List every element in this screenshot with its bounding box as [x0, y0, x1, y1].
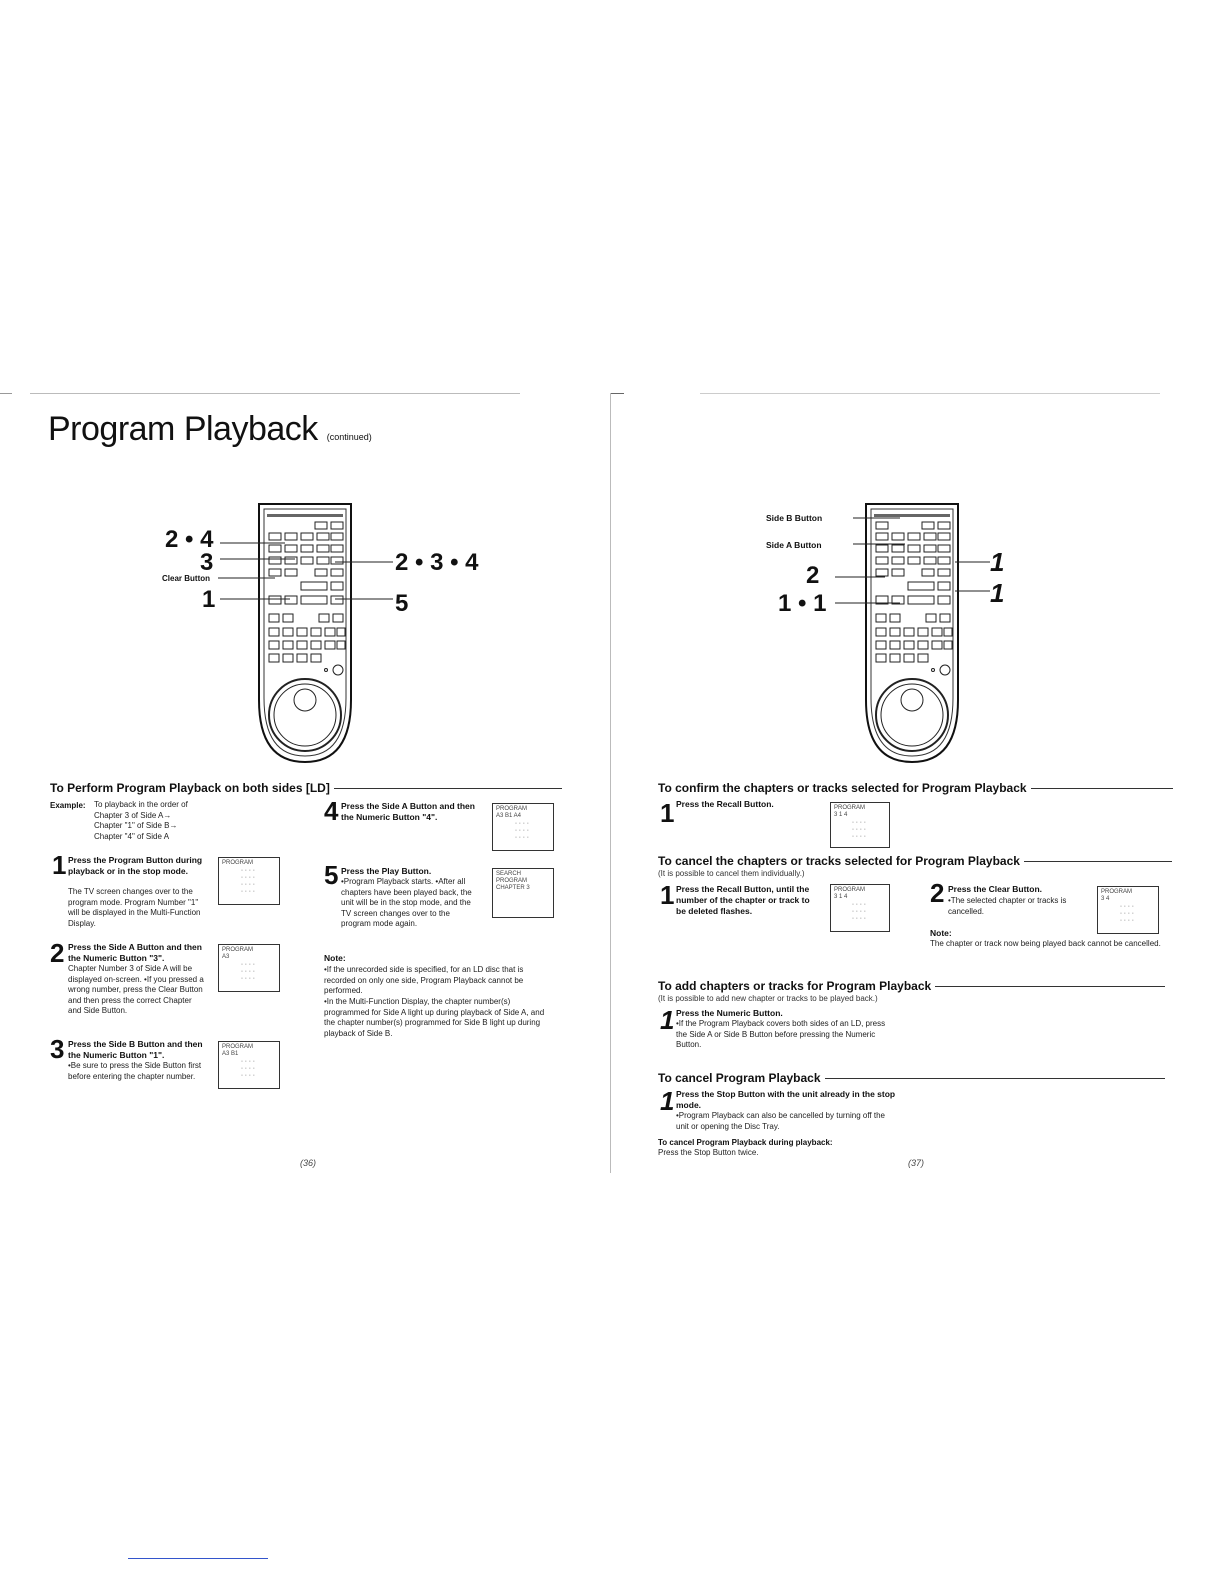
example-line: Chapter "4" of Side A: [94, 831, 170, 841]
page-title: Program Playback (continued): [48, 410, 372, 448]
step-5-number: 5: [324, 860, 339, 890]
lcd-step-5: [492, 868, 554, 918]
example-line: Chapter 3 of Side A→: [94, 810, 172, 820]
title-suffix: (continued): [326, 432, 372, 442]
section-title-rule: [825, 1078, 1165, 1079]
page-number-right: (37): [908, 1158, 925, 1168]
step-2-body: Chapter Number 3 of Side A will be displayed on-screen. •If you pressed a wrong number, press the Clear Button and then press the correct Chapter and Side Button.: [68, 964, 204, 1015]
lcd-dots: ∙∙∙∙ ∙∙∙∙ ∙∙∙∙: [852, 901, 868, 922]
cancel-step-2-number: 2: [930, 878, 945, 908]
section-title-rule: [1024, 861, 1172, 862]
lcd-line: 3 1 4: [834, 812, 848, 818]
lcd-line: PROGRAM: [222, 947, 254, 953]
lcd-dots: ∙∙∙∙ ∙∙∙∙ ∙∙∙∙: [852, 819, 868, 840]
callout-3: 3: [200, 549, 214, 576]
lcd-line: A3 B1 A4: [496, 813, 522, 819]
cancel-pp-step-heading: Press the Stop Button with the unit already in the stop mode.: [676, 1089, 896, 1110]
section-title-cancel-program: To cancel Program Playback: [658, 1071, 1165, 1085]
section-title-rule: [935, 986, 1165, 987]
lcd-step-4: [492, 803, 554, 851]
callout-1: 1: [202, 586, 216, 613]
callout-1-right-top: 1: [990, 547, 1005, 577]
callout-1-right-bottom: 1: [990, 578, 1005, 608]
left-note-2: •In the Multi-Function Display, the chapter number(s) programmed for Side A light up during playback of Side A, and the chapter number(s) programmed for Side B light up during playback of Side B.: [324, 997, 545, 1038]
top-rule-left-tick: [0, 393, 12, 394]
step-2-heading: Press the Side A Button and then the Numeric Button "3".: [68, 942, 202, 963]
lcd-line: 3 1 4: [834, 894, 848, 900]
add-step-body: •If the Program Playback covers both sides of an LD, press the Side A or Side B Button before pressing the Numeric Button.: [676, 1019, 886, 1049]
step-3-heading: Press the Side B Button and then the Numeric Button "1".: [68, 1039, 203, 1060]
step-3-number: 3: [50, 1034, 65, 1064]
lcd-dots: ∙∙∙∙ ∙∙∙∙ ∙∙∙∙: [515, 820, 531, 841]
page-number-left: (36): [300, 1158, 317, 1168]
section-title-add: To add chapters or tracks for Program Playback: [658, 979, 1165, 993]
lcd-line: PROGRAM: [222, 1044, 254, 1050]
lcd-line: PROGRAM: [834, 887, 866, 893]
cancel-note-heading: Note:: [930, 928, 952, 938]
example-text: [94, 800, 214, 842]
lcd-step-2: [218, 944, 280, 992]
add-subtitle: (It is possible to add new chapter or tracks to be played back.): [658, 994, 878, 1003]
step-4-number: 4: [324, 796, 339, 826]
lcd-step-3: [218, 1041, 280, 1089]
top-rule-right: [700, 393, 1160, 394]
cancel-note-body: The chapter or track now being played back cannot be cancelled.: [930, 939, 1161, 948]
lcd-line: A3 B1: [222, 1051, 239, 1057]
callout-2-4: 2 • 4: [165, 526, 214, 553]
callout-2-3-4: 2 • 3 • 4: [395, 549, 479, 576]
section-title-cancel-selected: To cancel the chapters or tracks selected for Program Playback: [658, 854, 1172, 868]
lcd-cancel-step-1: [830, 884, 890, 932]
section-title-rule: [334, 788, 562, 789]
cancel-pp-step-body: •Program Playback can also be cancelled by turning off the unit or opening the Disc Tray.: [676, 1111, 885, 1131]
left-note-heading: Note:: [324, 953, 346, 963]
confirm-step-heading: Press the Recall Button.: [676, 799, 774, 809]
lcd-line: A3: [222, 954, 230, 960]
top-rule-left: [30, 393, 520, 394]
center-divider: [610, 393, 611, 1173]
callout-side-b-button: Side B Button: [766, 513, 823, 523]
cancel-pp-step-number: 1: [660, 1086, 675, 1116]
step-1-number: 1: [52, 850, 67, 880]
top-rule-right-tick: [610, 393, 624, 394]
lcd-line: PROGRAM: [222, 860, 254, 866]
section-title-confirm: To confirm the chapters or tracks selected for Program Playback: [658, 781, 1173, 795]
add-step-number: 1: [660, 1005, 675, 1035]
callout-1-1-right: 1 • 1: [778, 590, 827, 617]
callout-leader-lines-left: [210, 535, 400, 605]
lcd-dots: ∙∙∙∙ ∙∙∙∙ ∙∙∙∙: [1120, 903, 1136, 924]
cancel-step-1-heading: Press the Recall Button, until the number of the chapter or track to be deleted flashes.: [676, 884, 810, 916]
add-step-heading: Press the Numeric Button.: [676, 1008, 783, 1018]
callout-side-a-button: Side A Button: [766, 540, 822, 550]
lcd-line: PROGRAM: [1101, 889, 1133, 895]
bottom-rule: [128, 1558, 268, 1559]
section-title-both-sides: To Perform Program Playback on both sides [LD]: [50, 781, 562, 795]
cancel-step-1-number: 1: [660, 880, 675, 910]
lcd-line: SEARCH PROGRAM: [496, 871, 528, 884]
callout-5: 5: [395, 590, 409, 617]
cancel-selected-subtitle: (It is possible to cancel them individually.): [658, 869, 805, 878]
step-5-heading: Press the Play Button.: [341, 866, 432, 876]
lcd-line: PROGRAM: [834, 805, 866, 811]
lcd-line: CHAPTER 3: [496, 885, 530, 891]
lcd-step-1: [218, 857, 280, 905]
step-4-heading: Press the Side A Button and then the Numeric Button "4".: [341, 801, 475, 822]
lcd-line: PROGRAM: [496, 806, 528, 812]
step-5-body: •Program Playback starts. •After all chapters have been played back, the unit will be in the stop mode, and the TV screen changes over to the program mode again.: [341, 877, 472, 928]
section-title-rule: [1031, 788, 1173, 789]
step-2-number: 2: [50, 938, 65, 968]
example-line: Chapter "1" of Side B→: [94, 821, 178, 830]
lcd-line: 3 4: [1101, 896, 1110, 902]
step-1-heading: Press the Program Button during playback or in the stop mode.: [68, 855, 203, 876]
example-label: Example:: [50, 801, 86, 810]
callout-2-right: 2: [806, 562, 820, 589]
cancel-during-body: Press the Stop Button twice.: [658, 1148, 759, 1157]
lcd-dots: ∙∙∙∙ ∙∙∙∙ ∙∙∙∙ ∙∙∙∙: [241, 867, 257, 895]
callout-clear-button: Clear Button: [162, 574, 210, 583]
example-line: To playback in the order of: [94, 800, 188, 809]
lcd-cancel-step-2: [1097, 886, 1159, 934]
lcd-dots: ∙∙∙∙ ∙∙∙∙ ∙∙∙∙: [241, 1058, 257, 1079]
callout-leader-lines-right: [825, 515, 995, 610]
step-1-body: The TV screen changes over to the program mode. Program Number "1" will be displayed in the Multi-Function Display.: [68, 887, 201, 928]
cancel-during-heading: To cancel Program Playback during playback:: [658, 1138, 833, 1147]
lcd-confirm: [830, 802, 890, 848]
step-3-body: •Be sure to press the Side Button first before entering the chapter number.: [68, 1061, 202, 1081]
confirm-step-number: 1: [660, 798, 675, 828]
cancel-step-2-body: •The selected chapter or tracks is cancelled.: [948, 896, 1067, 916]
cancel-step-2-heading: Press the Clear Button.: [948, 884, 1042, 894]
lcd-dots: ∙∙∙∙ ∙∙∙∙ ∙∙∙∙: [241, 961, 257, 982]
left-note-1: •If the unrecorded side is specified, for an LD disc that is recorded on only one side, Program Playback cannot be performed.: [324, 965, 524, 995]
